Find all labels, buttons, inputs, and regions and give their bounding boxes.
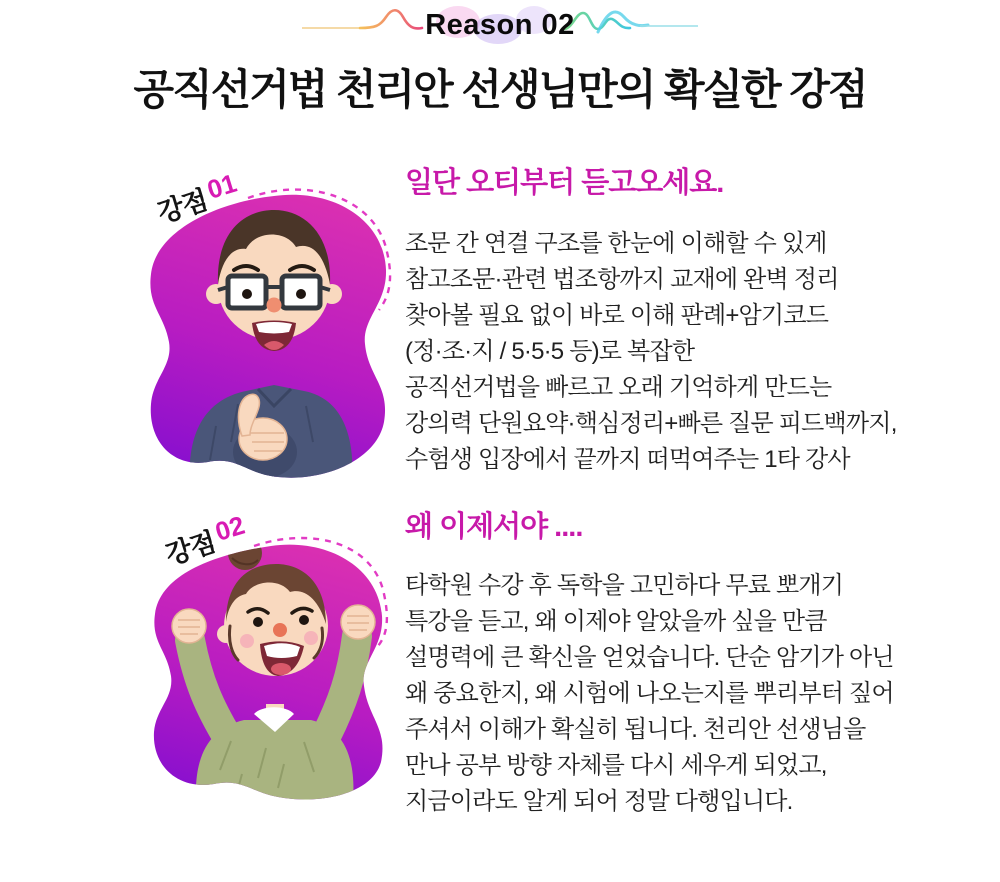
strength-2-illustration — [146, 508, 391, 793]
reason-label: Reason 02 — [425, 9, 575, 41]
body-line: 주셔서 이해가 확실히 됩니다. 천리안 선생님을 — [405, 716, 866, 743]
body-line: 조문 간 연결 구조를 한눈에 이해할 수 있게 — [405, 230, 827, 257]
soundwave-decoration — [300, 2, 700, 52]
page-title-bold: 확실한 강점 — [663, 66, 867, 113]
badge-word: 강점 — [162, 527, 219, 571]
body-line: (정·조·지 / 5·5·5 등)로 복잡한 — [405, 338, 695, 365]
body-line: 지금이라도 알게 되어 정말 다행입니다. — [405, 788, 793, 815]
strength-1-heading: 일단 오티부터 듣고오세요. — [405, 167, 724, 199]
man-thumbs-up-illustration — [146, 186, 391, 486]
body-line: 찾아볼 필요 없이 바로 이해 판례+암기코드 — [405, 302, 829, 329]
body-line: 수험생 입장에서 끝까지 떠먹여주는 1타 강사 — [405, 446, 850, 473]
body-line: 왜 중요한지, 왜 시험에 나오는지를 뿌리부터 짚어 — [405, 680, 894, 707]
body-line: 설명력에 큰 확신을 얻었습니다. 단순 암기가 아닌 — [405, 644, 894, 671]
page-title-regular: 공직선거법 천리안 선생님만의 — [133, 66, 664, 113]
strength-1-illustration — [146, 168, 391, 486]
page-title — [0, 64, 1000, 116]
body-line: 공직선거법을 빠르고 오래 기억하게 만드는 — [405, 374, 832, 401]
badge-word: 강점 — [154, 185, 211, 229]
strength-1-body — [405, 226, 935, 478]
strength-2-heading: 왜 이제서야 .... — [405, 511, 583, 543]
strength-2-body — [405, 568, 935, 820]
strength-1-content — [405, 164, 935, 478]
strength-2-content — [405, 508, 935, 820]
badge-number: 02 — [211, 509, 249, 547]
body-line: 만나 공부 방향 자체를 다시 세우게 되었고, — [405, 752, 827, 779]
body-line: 강의력 단원요약·핵심정리+빠른 질문 피드백까지, — [405, 410, 897, 437]
body-line: 참고조문·관련 법조항까지 교재에 완벽 정리 — [405, 266, 839, 293]
body-line: 타학원 수강 후 독학을 고민하다 무료 뽀개기 — [405, 572, 844, 599]
badge-number: 01 — [203, 167, 241, 205]
body-line: 특강을 듣고, 왜 이제야 알았을까 싶을 만큼 — [405, 608, 827, 635]
